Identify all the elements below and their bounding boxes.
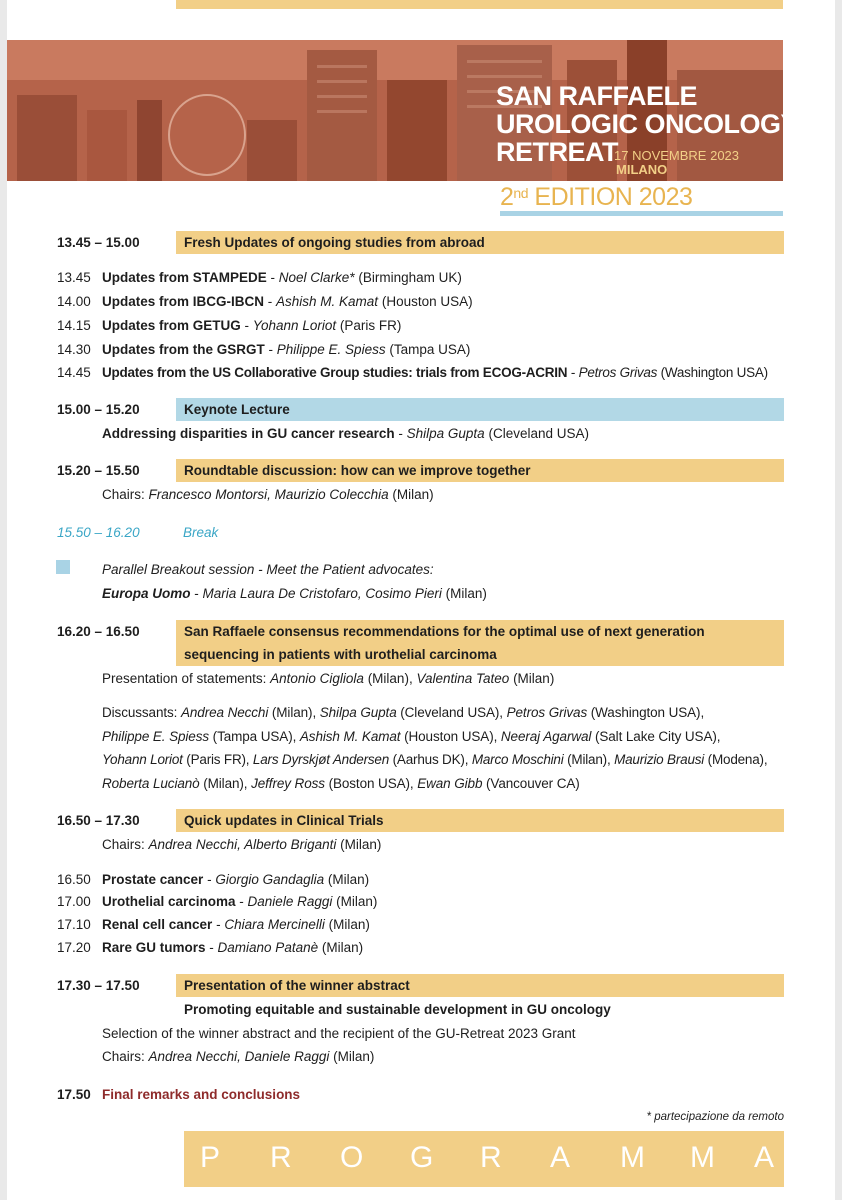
session-title: Quick updates in Clinical Trials <box>176 809 784 832</box>
session-subtitle: Promoting equitable and sustainable development in GU oncology <box>184 1002 611 1017</box>
discussants-line-3: Yohann Loriot (Paris FR), Lars Dyrskjøt Andersen (Aarhus DK), Marco Moschini (Milan), Maurizio Brausi (Modena), <box>102 752 768 767</box>
session-time: 15.20 – 15.50 <box>57 463 140 478</box>
footer-letter: G <box>410 1141 434 1174</box>
session-chairs: Chairs: Francesco Montorsi, Maurizio Colecchia (Milan) <box>102 487 434 502</box>
top-strip <box>176 0 783 9</box>
parallel-marker <box>56 560 70 574</box>
session-title: Fresh Updates of ongoing studies from abroad <box>176 231 784 254</box>
final-time: 17.50 <box>57 1087 91 1102</box>
footer-letter: M <box>690 1141 715 1174</box>
footer-letter: M <box>620 1141 645 1174</box>
divider-line <box>500 211 783 216</box>
title-line-2: UROLOGIC ONCOLOGY <box>496 109 798 139</box>
footer-letter: A <box>754 1141 775 1174</box>
edition-suffix: nd <box>513 185 528 201</box>
edition-text: EDITION 2023 <box>527 183 693 211</box>
break-time: 15.50 – 16.20 <box>57 525 140 540</box>
patient-advocates: Europa Uomo - Maria Laura De Cristofaro, Cosimo Pieri (Milan) <box>102 586 487 601</box>
session-title <box>176 620 784 666</box>
agenda-item-text: Updates from GETUG - Yohann Loriot (Paris FR) <box>102 318 402 333</box>
session-title: Roundtable discussion: how can we improve together <box>176 459 784 482</box>
break-label: Break <box>183 525 219 540</box>
programma-footer <box>184 1131 784 1187</box>
agenda-item-text: Prostate cancer - Giorgio Gandaglia (Milan) <box>102 872 370 887</box>
footer-letter: R <box>480 1141 502 1174</box>
session-chairs: Chairs: Andrea Necchi, Alberto Briganti (Milan) <box>102 837 382 852</box>
parallel-session: Parallel Breakout session - Meet the Patient advocates: <box>102 562 434 577</box>
session-time: 16.20 – 16.50 <box>57 624 140 639</box>
selection-text: Selection of the winner abstract and the recipient of the GU-Retreat 2023 Grant <box>102 1026 576 1041</box>
agenda-item: 14.45 <box>57 365 91 380</box>
title-line-3: RETREAT <box>496 137 618 167</box>
footer-letter: O <box>340 1141 364 1174</box>
title-line-1: SAN RAFFAELE <box>496 81 698 111</box>
final-remarks: Final remarks and conclusions <box>102 1087 301 1102</box>
agenda-item-text: Updates from the GSRGT - Philippe E. Spiess (Tampa USA) <box>102 342 471 357</box>
session-time: 16.50 – 17.30 <box>57 813 140 828</box>
agenda-item: 17.00 <box>57 894 91 909</box>
agenda-item-text: Updates from the US Collaborative Group studies: trials from ECOG-ACRIN - Petros Grivas (Washington USA) <box>102 365 768 380</box>
session-title: Keynote Lecture <box>176 398 784 421</box>
agenda-item: 16.50 <box>57 872 91 887</box>
discussants-line-1: Discussants: Andrea Necchi (Milan), Shilpa Gupta (Cleveland USA), Petros Grivas (Washington USA), <box>102 705 705 720</box>
footer-letter: P <box>200 1141 221 1174</box>
presentation-of-statements: Presentation of statements: Antonio Cigliola (Milan), Valentina Tateo (Milan) <box>102 671 555 686</box>
agenda-item-text: Urothelial carcinoma - Daniele Raggi (Milan) <box>102 894 378 909</box>
agenda-item: 14.00 <box>57 294 91 309</box>
session-chairs: Chairs: Andrea Necchi, Daniele Raggi (Milan) <box>102 1049 375 1064</box>
session-title-line-2: sequencing in patients with urothelial carcinoma <box>184 647 497 662</box>
agenda-item: 17.10 <box>57 917 91 932</box>
agenda-item: 14.15 <box>57 318 91 333</box>
discussants-line-4: Roberta Lucianò (Milan), Jeffrey Ross (Boston USA), Ewan Gibb (Vancouver CA) <box>102 776 580 791</box>
agenda-item-text: Updates from STAMPEDE - Noel Clarke* (Birmingham UK) <box>102 270 462 285</box>
agenda-item: 13.45 <box>57 270 91 285</box>
session-title: Presentation of the winner abstract <box>176 974 784 997</box>
agenda-item-text: Renal cell cancer - Chiara Mercinelli (Milan) <box>102 917 370 932</box>
keynote-talk: Addressing disparities in GU cancer research - Shilpa Gupta (Cleveland USA) <box>102 426 589 441</box>
agenda-item-text: Updates from IBCG-IBCN - Ashish M. Kamat (Houston USA) <box>102 294 473 309</box>
agenda-item: 17.20 <box>57 940 91 955</box>
session-time: 13.45 – 15.00 <box>57 235 140 250</box>
event-date: 17 NOVEMBRE 2023 <box>614 148 740 163</box>
agenda-item-text: Rare GU tumors - Damiano Patanè (Milan) <box>102 940 364 955</box>
session-time: 15.00 – 15.20 <box>57 402 140 417</box>
remote-note: * partecipazione da remoto <box>646 1111 784 1123</box>
discussants-line-2: Philippe E. Spiess (Tampa USA), Ashish M. Kamat (Houston USA), Neeraj Agarwal (Salt Lake City USA), <box>102 729 721 744</box>
event-city: MILANO <box>616 162 668 177</box>
footer-letter: R <box>270 1141 292 1174</box>
edition-label <box>500 183 692 212</box>
footer-letter: A <box>550 1141 571 1174</box>
edition-number: 2 <box>500 183 514 211</box>
session-time: 17.30 – 17.50 <box>57 978 140 993</box>
agenda-item: 14.30 <box>57 342 91 357</box>
session-title-line-1: San Raffaele consensus recommendations for the optimal use of next generation <box>184 624 705 639</box>
